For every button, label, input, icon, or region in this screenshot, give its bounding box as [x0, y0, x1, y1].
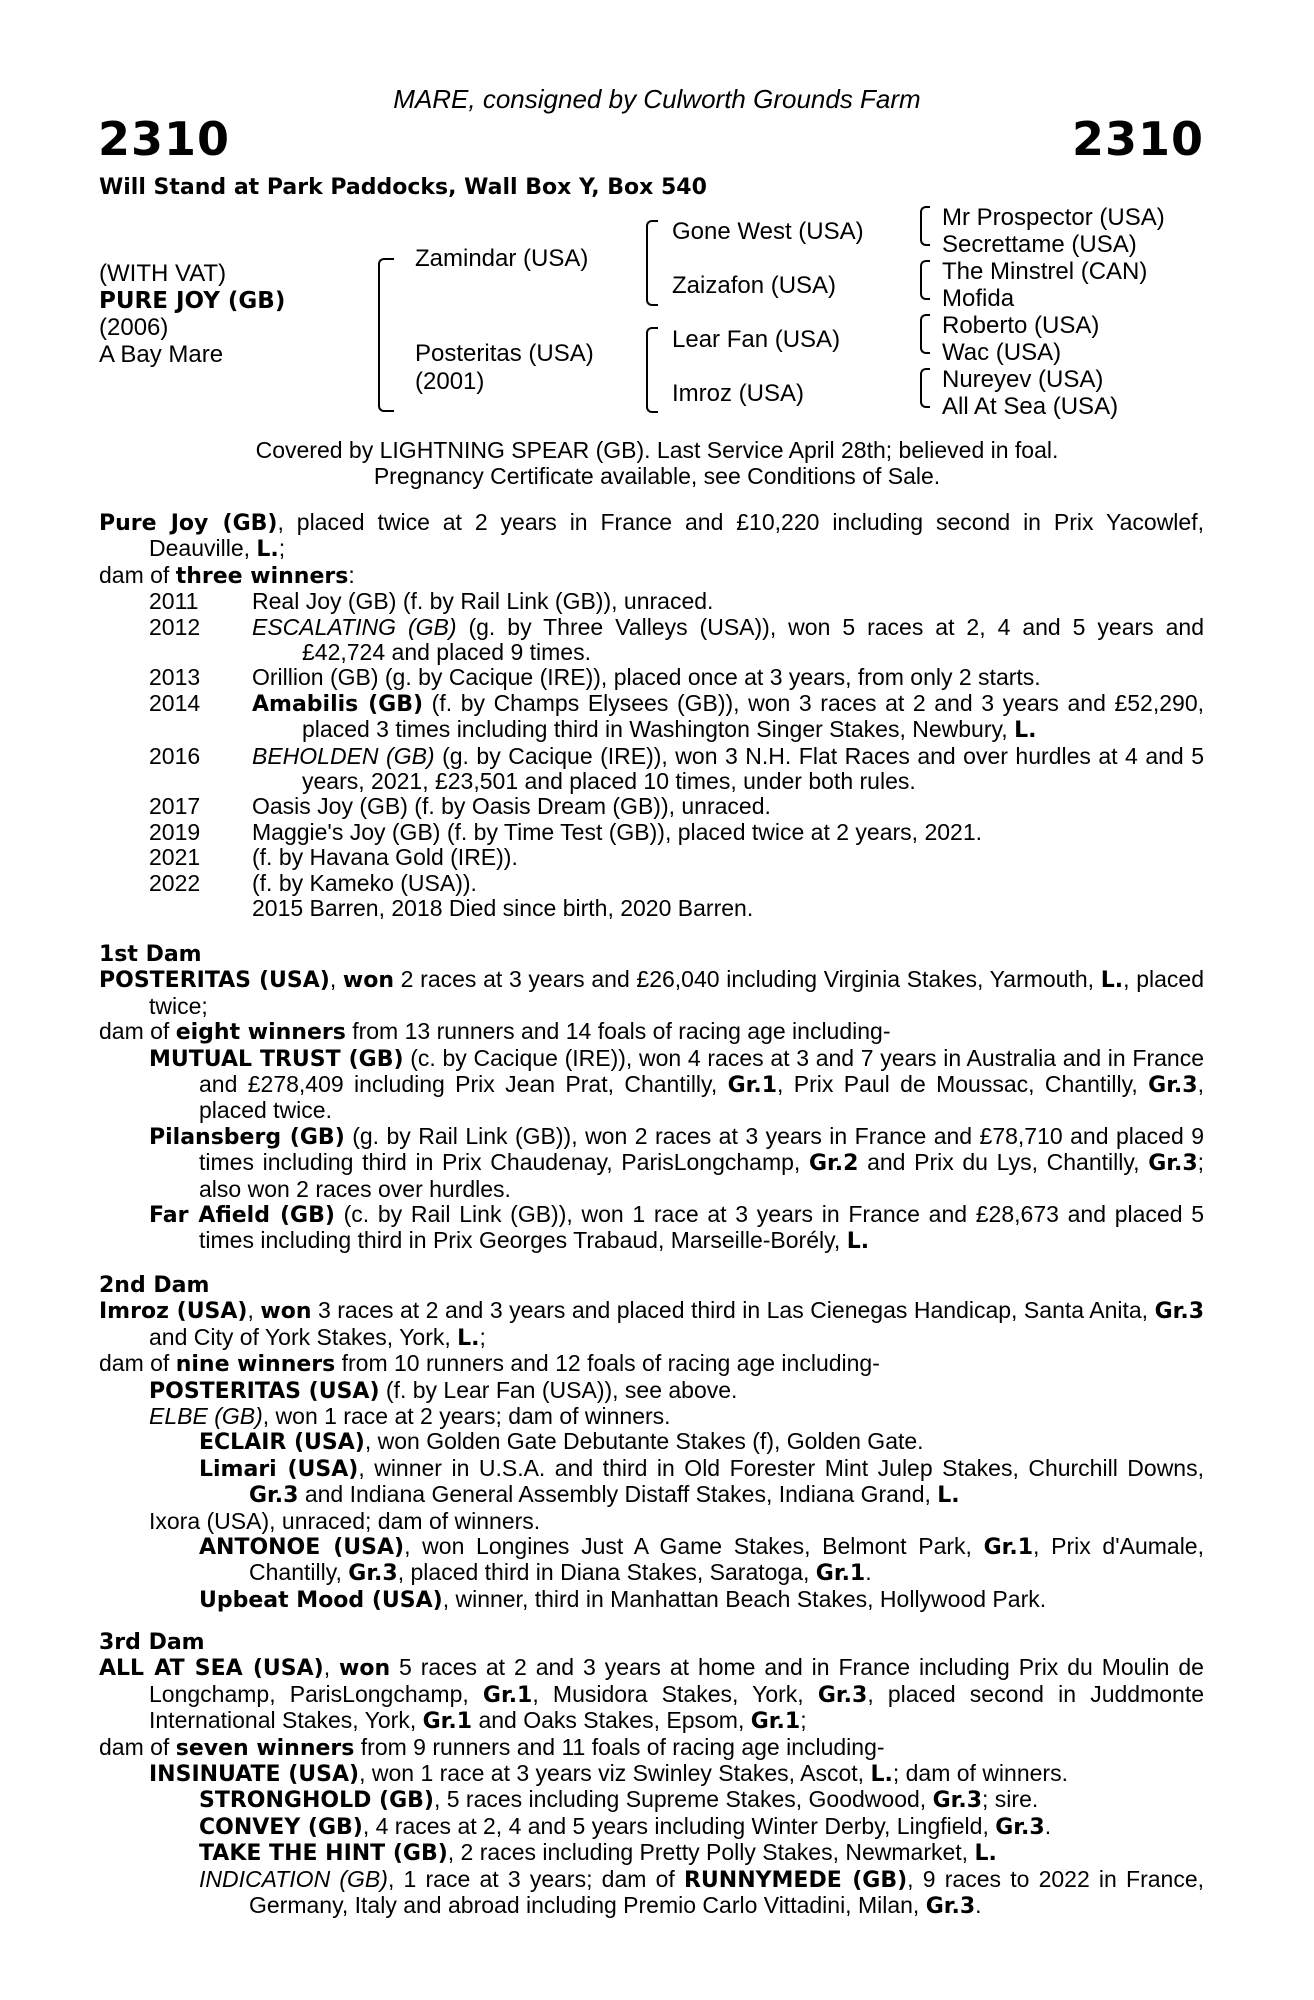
progeny-entry	[99, 1124, 1204, 1202]
text: .	[1044, 1812, 1052, 1839]
text: from 13 runners and 14 foals of racing age including-	[345, 1018, 891, 1045]
produce-text: (f. by Kameko (USA)).	[252, 869, 477, 896]
text: , winner, third in Manhattan Beach Stakes, Hollywood Park.	[442, 1585, 1047, 1612]
produce-text: Oasis Joy (GB) (f. by Oasis Dream (GB)), unraced.	[252, 793, 771, 820]
produce-row	[99, 871, 1204, 896]
mare-text: , placed twice at 2 years in France and £10,220 including second in Prix Yacowlef, Deauville,	[149, 509, 1204, 562]
produce-year: 2022	[149, 869, 201, 896]
text: (g. by Rail Link (GB)), won 2 races at 3 years in France and £78,710 and placed 9 times including third in Prix Chaudenay, ParisLongchamp,	[199, 1122, 1205, 1176]
dam-of-end: :	[348, 561, 355, 588]
text: , 2 races including Pretty Polly Stakes, Newmarket,	[447, 1839, 975, 1866]
pedigree-brace-main	[378, 258, 394, 412]
winners-count: three winners	[175, 563, 349, 589]
grade-badge: Gr.1	[727, 1073, 778, 1099]
winners-count: eight winners	[175, 1020, 346, 1046]
progeny-name: TAKE THE HINT (GB)	[199, 1841, 448, 1867]
horse-name: PURE JOY (GB)	[99, 288, 286, 314]
progeny-name: Limari (USA)	[199, 1456, 359, 1482]
progeny-name: MUTUAL TRUST (GB)	[149, 1046, 404, 1072]
text: (c. by Rail Link (GB)), won 1 race at 3 years in France and £28,673 and placed 5 times including third in Prix Georges Trabaud, Marseille-Borély,	[199, 1201, 1204, 1254]
stand-location: Will Stand at Park Paddocks, Wall Box Y, Box 540	[99, 175, 707, 200]
grade-badge: Gr.1	[482, 1682, 533, 1708]
listed-badge: L.	[1014, 718, 1037, 744]
produce-row	[99, 896, 1204, 921]
produce-row	[99, 845, 1204, 870]
progeny-name: RUNNYMEDE (GB)	[683, 1867, 908, 1893]
third-dam-section	[99, 1630, 1204, 1919]
grand-progeny-entry	[99, 1840, 1204, 1866]
text: ;	[479, 1323, 486, 1350]
produce-year: 2016	[149, 742, 201, 769]
grand-progeny-entry	[99, 1814, 1204, 1840]
dam-of-line	[99, 1351, 1204, 1377]
listed-badge: L.	[974, 1841, 997, 1867]
produce-row	[99, 665, 1204, 690]
produce-year: 2017	[149, 793, 201, 820]
mare-summary	[99, 510, 1204, 563]
produce-text	[252, 691, 1204, 744]
produce-name: Amabilis (GB)	[252, 691, 424, 717]
text: , Musidora Stakes, York,	[532, 1680, 818, 1707]
text: , 9 races to 2022 in France, Germany, Italy and abroad including Premio Carlo Vittadini, Milan,	[249, 1865, 1205, 1919]
produce-row	[99, 615, 1204, 666]
produce-year: 2011	[149, 588, 199, 615]
grade-badge: Gr.3	[1154, 1299, 1205, 1325]
dam-year: (2001)	[415, 368, 485, 395]
first-dam-summary	[99, 967, 1204, 1019]
sire-dam: Zaizafon (USA)	[672, 272, 837, 299]
produce-detail: (f. by Champs Elysees (GB)), won 3 races at 2 and 3 years and £52,290, placed 3 times including third in Washington Singer Stakes, Newbury,	[302, 689, 1204, 743]
text: 2 races at 3 years and £26,040 including Virginia Stakes, Yarmouth,	[394, 966, 1101, 993]
text: from 10 runners and 12 foals of racing age including-	[335, 1350, 880, 1377]
won-label: won	[342, 968, 394, 994]
text: , won 1 race at 3 years viz Swinley Stakes, Ascot,	[359, 1760, 871, 1787]
text: .	[865, 1559, 872, 1586]
text: , won Longines Just A Game Stakes, Belmont Park,	[404, 1533, 984, 1560]
horse-description: A Bay Mare	[99, 341, 224, 368]
lot-number-right: 2310	[1071, 112, 1204, 166]
dam-of-line	[99, 1735, 1204, 1761]
text: 5 races at 2 and 3 years at home and in France including Prix du Moulin de Longchamp, ParisLongchamp,	[149, 1654, 1204, 1707]
progeny-entry	[99, 1202, 1204, 1255]
produce-name: BEHOLDEN (GB)	[252, 742, 435, 769]
mare-name: Pure Joy (GB)	[99, 511, 278, 536]
progeny-name: ANTONOE (USA)	[199, 1535, 405, 1561]
produce-year: 2021	[149, 844, 201, 871]
text: and Indiana General Assembly Distaff Stakes, Indiana Grand,	[298, 1481, 938, 1508]
text: and City of York Stakes, York,	[149, 1323, 458, 1350]
listed-badge: L.	[937, 1483, 960, 1509]
grand-progeny-entry	[99, 1456, 1204, 1509]
produce-year: 2014	[149, 689, 201, 716]
text: , 1 race at 3 years; dam of	[387, 1865, 684, 1892]
pedigree-brace-dam	[646, 327, 658, 413]
dam-dam: Imroz (USA)	[672, 380, 804, 407]
dam-name: Posteritas (USA)	[415, 340, 594, 367]
text: , Prix Paul de Moussac, Chantilly,	[777, 1071, 1149, 1098]
progeny-name: ECLAIR (USA)	[199, 1430, 365, 1456]
listed-badge: L.	[1100, 968, 1124, 994]
produce-text: Orillion (GB) (g. by Cacique (IRE)), placed once at 3 years, from only 2 starts.	[252, 664, 1041, 691]
dam-of-label: dam of	[99, 561, 176, 588]
grade-badge: Gr.3	[1148, 1151, 1198, 1177]
text: , placed second in Juddmonte International Stakes, York,	[149, 1680, 1205, 1734]
sss: Mr Prospector (USA)	[942, 204, 1165, 231]
dam-sire: Lear Fan (USA)	[672, 326, 841, 353]
pedigree-brace-ds	[920, 314, 930, 354]
pedigree-brace-sd	[920, 260, 930, 300]
text: ; also won 2 races over hurdles.	[199, 1149, 1205, 1202]
text: ; dam of winners.	[892, 1760, 1068, 1787]
winners-count: nine winners	[175, 1352, 336, 1378]
progeny-entry: Ixora (USA), unraced; dam of winners.	[149, 1507, 541, 1534]
text: , placed third in Diana Stakes, Saratoga,	[397, 1559, 816, 1586]
vat-note: (WITH VAT)	[99, 260, 227, 287]
produce-text: Real Joy (GB) (f. by Rail Link (GB)), unraced.	[252, 588, 714, 615]
produce-year: 2012	[149, 613, 201, 640]
dsd: Wac (USA)	[942, 339, 1062, 366]
listed-badge: L.	[846, 1229, 870, 1255]
lot-number-left: 2310	[98, 112, 231, 166]
progeny-name: POSTERITAS (USA)	[149, 1378, 380, 1404]
sire-sire: Gone West (USA)	[672, 218, 864, 245]
won-label: won	[260, 1299, 312, 1325]
dam-name: ALL AT SEA (USA)	[99, 1656, 324, 1682]
grand-progeny-entry	[99, 1587, 1204, 1613]
produce-row	[99, 589, 1204, 614]
grade-badge: Gr.1	[422, 1709, 473, 1735]
produce-year: 2019	[149, 818, 201, 845]
winners-count: seven winners	[175, 1735, 355, 1761]
pedigree-brace-dd	[920, 368, 930, 408]
text: (c. by Cacique (IRE)), won 4 races at 3 and 7 years in Australia and in France and £278,409 including Prix Jean Prat, Chantilly,	[199, 1044, 1204, 1098]
text: , winner in U.S.A. and third in Old Forester Mint Julep Stakes, Churchill Downs,	[358, 1454, 1204, 1481]
progeny-name: Upbeat Mood (USA)	[199, 1587, 443, 1613]
grand-progeny-entry	[99, 1787, 1204, 1813]
produce-row	[99, 794, 1204, 819]
text: and Prix du Lys, Chantilly,	[858, 1149, 1149, 1176]
progeny-name: INSINUATE (USA)	[149, 1762, 360, 1788]
text: , 5 races including Supreme Stakes, Goodwood,	[433, 1786, 933, 1813]
grade-badge: Gr.3	[995, 1814, 1045, 1840]
dds: Nureyev (USA)	[942, 366, 1104, 393]
grade-badge: Gr.2	[808, 1151, 859, 1177]
progeny-entry	[99, 1404, 1204, 1429]
grade-badge: Gr.3	[817, 1682, 868, 1708]
listed-badge: L.	[256, 537, 279, 563]
progeny-name: Pilansberg (GB)	[149, 1124, 345, 1150]
dss: Roberto (USA)	[942, 312, 1100, 339]
progeny-name: INDICATION (GB)	[199, 1865, 388, 1892]
produce-detail: (g. by Three Valleys (USA)), won 5 races at 2, 4 and 5 years and £42,724 and placed 9 times.	[302, 613, 1204, 666]
pedigree-brace-sire	[646, 220, 658, 306]
grade-badge: Gr.3	[925, 1894, 976, 1920]
progeny-entry	[99, 1761, 1204, 1787]
text: , won Golden Gate Debutante Stakes (f), Golden Gate.	[364, 1428, 924, 1455]
produce-detail: (g. by Cacique (IRE)), won 3 N.H. Flat Races and over hurdles at 4 and 5 years, 2021, £23,501 and placed 10 times, under both rules.	[302, 742, 1204, 795]
text: and Oaks Stakes, Epsom,	[472, 1707, 751, 1734]
text: , 4 races at 2, 4 and 5 years including Winter Derby, Lingfield,	[362, 1812, 996, 1839]
progeny-entry	[99, 1046, 1204, 1124]
text: dam of	[99, 1018, 176, 1045]
text: ; sire.	[982, 1786, 1039, 1813]
grade-badge: Gr.3	[249, 1483, 299, 1509]
ssd: Secrettame (USA)	[942, 231, 1137, 258]
grade-badge: Gr.1	[983, 1535, 1034, 1561]
produce-row	[99, 820, 1204, 845]
text: dam of	[99, 1350, 176, 1377]
section-heading: 3rd Dam	[99, 1630, 205, 1655]
ddd: All At Sea (USA)	[942, 393, 1119, 420]
consignment-line: MARE, consigned by Culworth Grounds Farm	[393, 84, 921, 114]
produce-text: Maggie's Joy (GB) (f. by Time Test (GB)), placed twice at 2 years, 2021.	[252, 818, 983, 845]
section-heading: 2nd Dam	[99, 1273, 210, 1298]
grade-badge: Gr.3	[932, 1788, 983, 1814]
text: 3 races at 2 and 3 years and placed third in Las Cienegas Handicap, Santa Anita,	[311, 1297, 1155, 1324]
grade-badge: Gr.1	[815, 1561, 866, 1587]
text: .	[975, 1892, 982, 1919]
won-label: won	[339, 1656, 391, 1682]
produce-year: 2013	[149, 664, 201, 691]
mare-text-end: ;	[278, 535, 286, 562]
grand-progeny-entry	[99, 1534, 1204, 1587]
produce-text	[252, 615, 1204, 666]
produce-row	[99, 744, 1204, 795]
progeny-name: STRONGHOLD (GB)	[199, 1788, 434, 1814]
text: ,	[247, 1297, 261, 1324]
section-heading: 1st Dam	[99, 942, 202, 967]
text: ,	[323, 1654, 339, 1681]
text: from 9 runners and 11 foals of racing age including-	[354, 1733, 885, 1760]
covering-note	[0, 437, 1314, 489]
produce-text: 2015 Barren, 2018 Died since birth, 2020 Barren.	[252, 895, 754, 922]
grand-progeny-entry	[99, 1867, 1204, 1920]
progeny-name: Far Afield (GB)	[149, 1203, 335, 1229]
text: dam of	[99, 1733, 176, 1760]
covering-line-1: Covered by LIGHTNING SPEAR (GB). Last Service April 28th; believed in foal.	[255, 437, 1059, 463]
dam-of-line	[99, 1019, 1204, 1045]
produce-name: ESCALATING (GB)	[252, 613, 457, 640]
mare-dam-of	[99, 563, 1204, 589]
dam-name: Imroz (USA)	[99, 1299, 248, 1325]
produce-year	[99, 896, 252, 921]
produce-text: (f. by Havana Gold (IRE)).	[252, 844, 518, 871]
progeny-entry	[99, 1378, 1204, 1404]
listed-badge: L.	[870, 1762, 893, 1788]
first-dam-section	[99, 942, 1204, 1255]
text: , Prix d'Aumale, Chantilly,	[249, 1533, 1204, 1586]
grade-badge: Gr.3	[1148, 1073, 1198, 1099]
text: , won 1 race at 2 years; dam of winners.	[262, 1403, 671, 1430]
second-dam-summary	[99, 1298, 1204, 1351]
text: ,	[329, 966, 343, 993]
text: ;	[800, 1707, 807, 1734]
dam-name: POSTERITAS (USA)	[99, 968, 330, 994]
covering-line-2: Pregnancy Certificate available, see Conditions of Sale.	[373, 463, 941, 489]
progeny-name: CONVEY (GB)	[199, 1814, 363, 1840]
mare-section	[99, 510, 1204, 922]
horse-year: (2006)	[99, 314, 169, 341]
produce-row	[99, 691, 1204, 744]
grade-badge: Gr.3	[348, 1561, 398, 1587]
progeny-name: ELBE (GB)	[149, 1403, 263, 1430]
second-dam-section	[99, 1273, 1204, 1613]
grade-badge: Gr.1	[750, 1709, 801, 1735]
pedigree-brace-ss	[920, 206, 930, 246]
text: , placed twice.	[199, 1071, 1204, 1124]
produce-text	[252, 744, 1204, 795]
third-dam-summary	[99, 1655, 1204, 1734]
sire-name: Zamindar (USA)	[415, 245, 589, 272]
text: , placed twice;	[149, 966, 1204, 1019]
text: (f. by Lear Fan (USA)), see above.	[379, 1376, 738, 1403]
grand-progeny-entry	[99, 1429, 1204, 1455]
listed-badge: L.	[457, 1325, 480, 1351]
sdd: Mofida	[942, 285, 1015, 312]
sds: The Minstrel (CAN)	[942, 258, 1148, 285]
